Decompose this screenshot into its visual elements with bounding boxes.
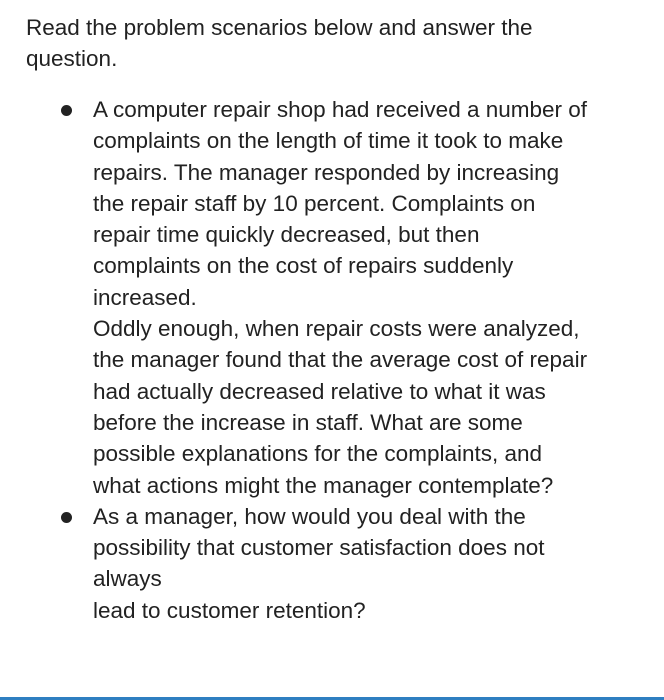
scenario-line: what actions might the manager contemplate?	[93, 472, 554, 498]
scenario-line: complaints on the length of time it took to make	[93, 128, 564, 154]
scenario-line: Oddly enough, when repair costs were analyzed,	[93, 316, 580, 342]
scenario-line: before the increase in staff. What are some	[93, 409, 523, 435]
bullet-icon	[61, 512, 72, 523]
scenario-line: had actually decreased relative to what it was	[93, 378, 546, 404]
scenario-item-customer-retention	[93, 501, 646, 626]
scenario-line: increased.	[93, 284, 197, 310]
scenario-line: As a manager, how would you deal with the	[93, 503, 526, 529]
scenario-line: possibility that customer satisfaction does not	[93, 535, 545, 561]
intro-text	[26, 12, 626, 74]
scenario-line: lead to customer retention?	[93, 597, 366, 623]
intro-line: question.	[26, 46, 118, 71]
scenario-line: always	[93, 566, 162, 592]
scenario-line: complaints on the cost of repairs suddenly	[93, 253, 514, 279]
scenario-line: repair time quickly decreased, but then	[93, 222, 480, 248]
scenario-line: repairs. The manager responded by increasing	[93, 159, 560, 185]
scenario-list	[26, 94, 646, 626]
intro-line: Read the problem scenarios below and answer the	[26, 15, 533, 40]
scenario-line: possible explanations for the complaints, and	[93, 441, 543, 467]
scenario-line: the manager found that the average cost of repair	[93, 347, 588, 373]
scenario-line: the repair staff by 10 percent. Complaints on	[93, 190, 536, 216]
scenario-line: A computer repair shop had received a number of	[93, 97, 588, 122]
scenario-item-repair-shop	[93, 94, 646, 501]
bullet-icon	[61, 105, 72, 116]
